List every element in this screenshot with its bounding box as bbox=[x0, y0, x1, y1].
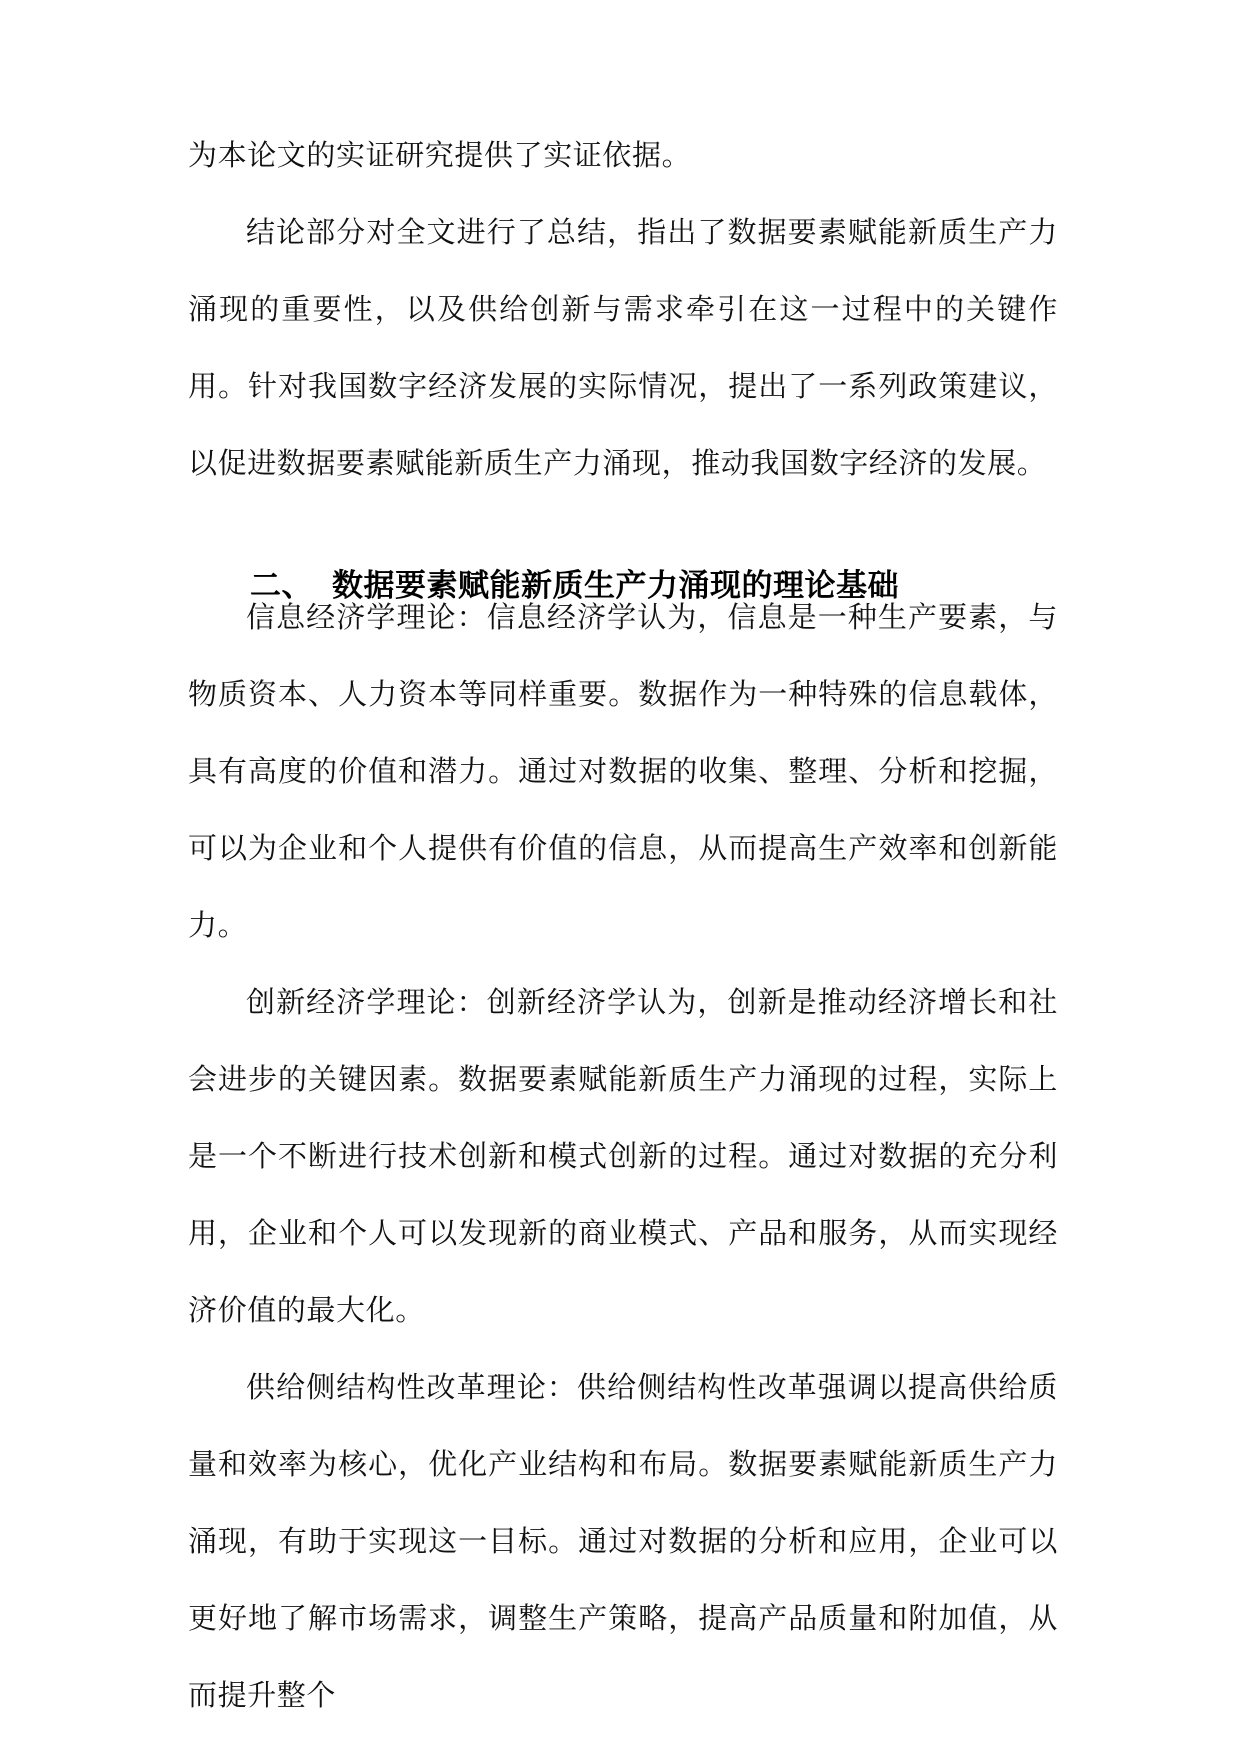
body-text-after bbox=[188, 579, 1058, 1734]
paragraph-conclusion: 结论部分对全文进行了总结，指出了数据要素赋能新质生产力涌现的重要性，以及供给创新与需求牵引在这一过程中的关键作用。针对我国数字经济发展的实际情况，提出了一系列政策建议，以促进数据要素赋能新质生产力涌现，推动我国数字经济的发展。 bbox=[188, 215, 1058, 480]
paragraph-supply-side-reform: 供给侧结构性改革理论：供给侧结构性改革强调以提高供给质量和效率为核心，优化产业结构和布局。数据要素赋能新质生产力涌现，有助于实现这一目标。通过对数据的分析和应用，企业可以更好地了解市场需求，调整生产策略，提高产品质量和附加值，从而提升整个 bbox=[188, 1370, 1058, 1712]
paragraph-innovation-economics: 创新经济学理论：创新经济学认为，创新是推动经济增长和社会进步的关键因素。数据要素赋能新质生产力涌现的过程，实际上是一个不断进行技术创新和模式创新的过程。通过对数据的充分利用，企业和个人可以发现新的商业模式、产品和服务，从而实现经济价值的最大化。 bbox=[188, 985, 1058, 1327]
section-title: 数据要素赋能新质生产力涌现的理论基础 bbox=[332, 568, 899, 604]
body-text-before bbox=[188, 117, 1058, 502]
paragraph-continuation: 为本论文的实证研究提供了实证依据。 bbox=[188, 138, 692, 172]
paragraph-information-economics: 信息经济学理论：信息经济学认为，信息是一种生产要素，与物质资本、人力资本等同样重要。数据作为一种特殊的信息载体，具有高度的价值和潜力。通过对数据的收集、整理、分析和挖掘，可以为企业和个人提供有价值的信息，从而提高生产效率和创新能力。 bbox=[188, 600, 1058, 942]
section-number: 二、 bbox=[250, 568, 313, 604]
